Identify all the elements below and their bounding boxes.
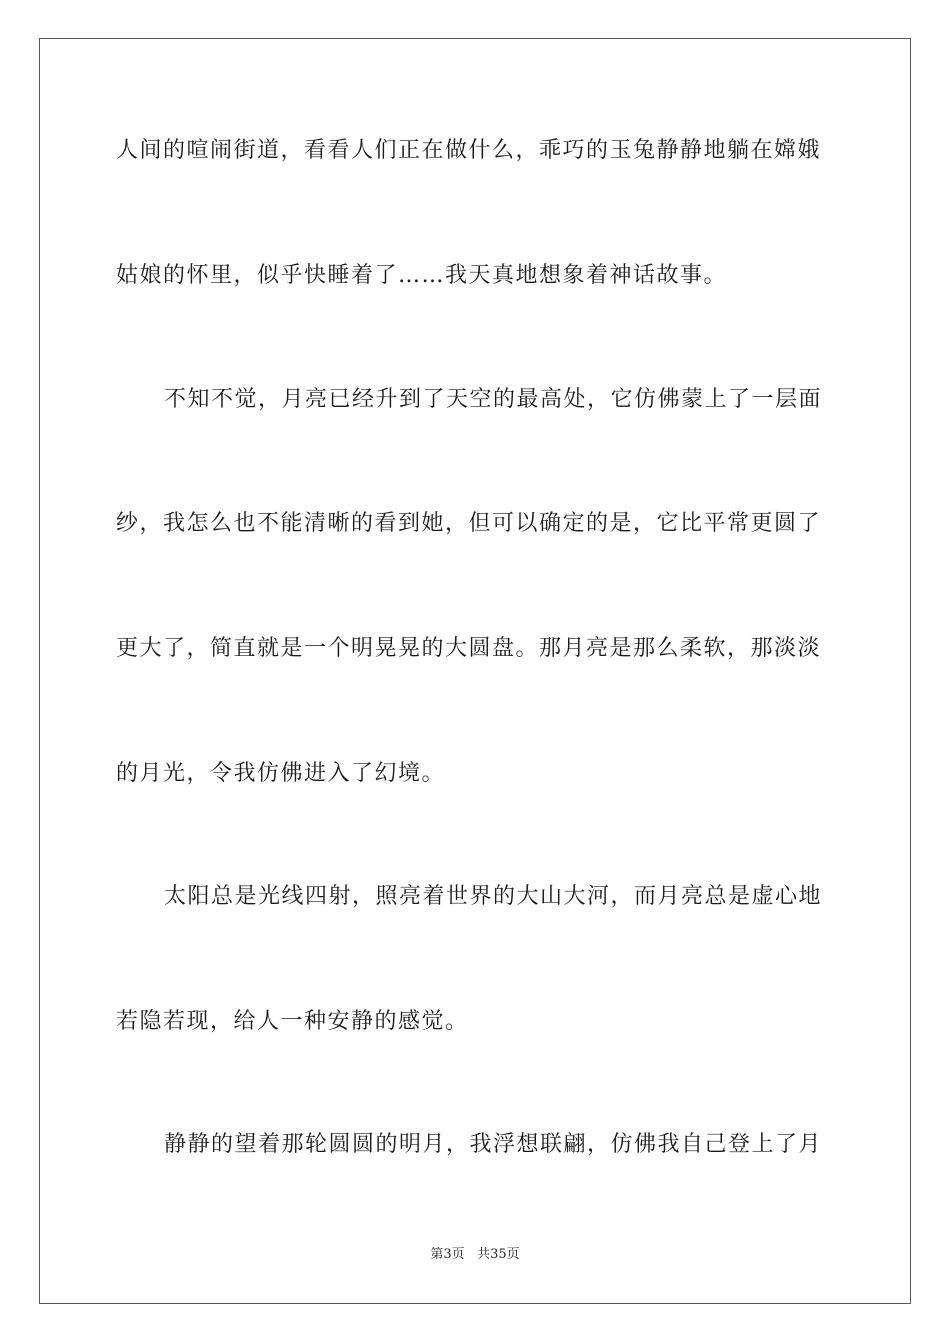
text-line-9: 静静的望着那轮圆圆的明月，我浮想联翩，仿佛我自己登上了月 — [164, 1132, 823, 1157]
page-total: 共35页 — [477, 1247, 520, 1262]
text-line-2: 姑娘的怀里，似乎快睡着了……我天真地想象着神话故事。 — [116, 263, 728, 288]
text-line-4: 纱，我怎么也不能清晰的看到她，但可以确定的是，它比平常更圆了 — [116, 511, 822, 536]
text-line-3: 不知不觉，月亮已经升到了天空的最高处，它仿佛蒙上了一层面 — [164, 387, 823, 412]
text-line-5: 更大了，简直就是一个明晃晃的大圆盘。那月亮是那么柔软，那淡淡 — [116, 636, 822, 661]
page-footer — [0, 1246, 950, 1264]
page-border — [39, 38, 911, 1304]
text-line-1: 人间的喧闹街道，看看人们正在做什么，乖巧的玉兔静静地躺在嫦娥 — [116, 138, 822, 163]
text-line-8: 若隐若现，给人一种安静的感觉。 — [116, 1009, 469, 1034]
text-line-6: 的月光，令我仿佛进入了幻境。 — [116, 761, 446, 786]
text-line-7: 太阳总是光线四射，照亮着世界的大山大河，而月亮总是虚心地 — [164, 884, 823, 909]
page-number: 第3页 — [430, 1247, 465, 1262]
